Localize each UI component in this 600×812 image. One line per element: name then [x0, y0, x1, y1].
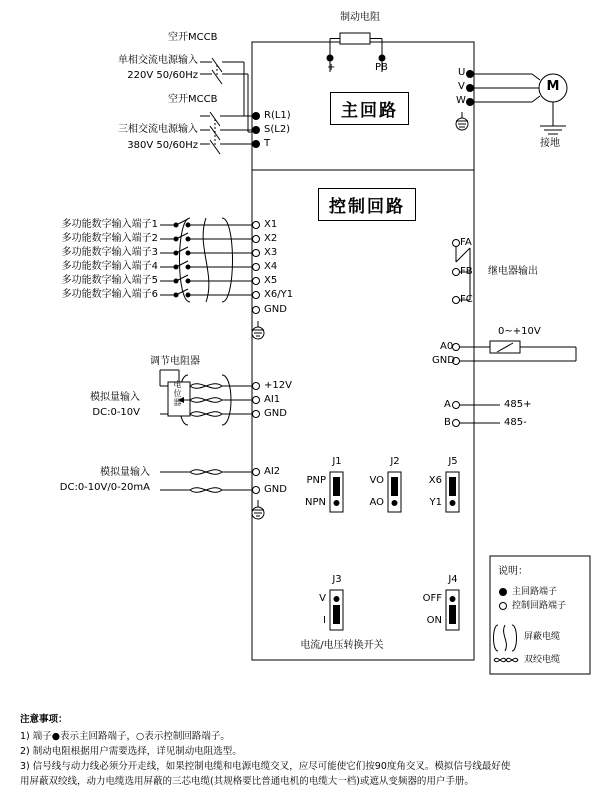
terminal-x3-label: X3	[264, 247, 278, 258]
notes-title: 注意事项：	[20, 714, 68, 725]
terminal-r-label: R(L1)	[264, 110, 291, 121]
ground-label: 接地	[540, 138, 560, 149]
digital-input-label-3: 多功能数字输入端子3	[61, 247, 158, 258]
switch-caption: 电流/电压转换开关	[300, 640, 384, 651]
jumper-j2-bottom-label: AO	[369, 497, 384, 508]
terminal-x2-label: X2	[264, 233, 278, 244]
relay-fb-label: FB	[460, 266, 473, 277]
terminal-ai1-label: AI1	[264, 394, 281, 405]
three-phase-label-line2: 380V 50/60Hz	[127, 140, 198, 151]
legend-title: 说明：	[498, 566, 528, 577]
legend-item-control-terminal: 控制回路端子	[512, 601, 567, 611]
digital-input-label-6: 多功能数字输入端子6	[61, 289, 158, 300]
jumper-j4-label[interactable]: J4	[448, 574, 458, 585]
jumper-j1-bottom-label: NPN	[305, 497, 326, 508]
jumper-j5-bottom-label: Y1	[429, 497, 442, 508]
analog-input1-label-line2: DC:0-10V	[92, 407, 140, 418]
terminal-gnd-ai1-label: GND	[264, 408, 287, 419]
note-3-cont: 用屏蔽双绞线，动力电缆选用屏蔽的三芯电缆(其规格要比普通电机的电缆大一档)或遮从变频器的用户手册。	[20, 776, 474, 787]
mccb1-label: 空开MCCB	[168, 32, 218, 43]
digital-input-label-5: 多功能数字输入端子5	[61, 275, 158, 286]
potentiometer-title: 调节电阻器	[150, 356, 200, 367]
legend-item-shielded-cable: 屏蔽电缆	[524, 632, 561, 642]
terminal-gnd-analogout-label: GND	[432, 355, 455, 366]
terminal-ai2-label: AI2	[264, 466, 281, 477]
jumper-j1-label[interactable]: J1	[332, 456, 342, 467]
terminal-a-label: A	[444, 399, 451, 410]
analog-input1-label-line1: 模拟量输入	[90, 392, 140, 403]
digital-input-label-4: 多功能数字输入端子4	[61, 261, 158, 272]
legend-item-main-terminal: 主回路端子	[512, 587, 558, 597]
jumper-j2-label[interactable]: J2	[390, 456, 400, 467]
terminal-b-label: B	[444, 417, 451, 428]
jumper-j3-label[interactable]: J3	[332, 574, 342, 585]
note-3: 3) 信号线与动力线必须分开走线，如果控制电缆和电源电缆交叉，应尽可能使它们按90度角交叉。模拟信号线最好使	[20, 761, 511, 772]
single-phase-label-line2: 220V 50/60Hz	[127, 70, 198, 81]
jumper-j1-top-label: PNP	[306, 475, 326, 486]
main-circuit-title: 主回路	[330, 92, 409, 125]
mccb2-label: 空开MCCB	[168, 94, 218, 105]
terminal-gnd-digital-label: GND	[264, 304, 287, 315]
relay-output-label: 继电器输出	[488, 266, 538, 277]
jumper-j3-bottom-label: I	[323, 615, 326, 626]
analog-input2-label-line2: DC:0-10V/0-20mA	[59, 482, 150, 493]
control-circuit-title: 控制回路	[318, 188, 416, 221]
terminal-x4-label: X4	[264, 261, 278, 272]
note-1: 1) 端子●表示主回路端子，○表示控制回路端子。	[20, 731, 230, 742]
terminal-s-label: S(L2)	[264, 124, 291, 135]
jumper-j2-top-label: VO	[369, 475, 384, 486]
digital-input-label-1: 多功能数字输入端子1	[61, 219, 158, 230]
rs485-plus-label: 485+	[504, 399, 532, 410]
jumper-j5-top-label: X6	[428, 475, 442, 486]
jumper-j4-top-label: OFF	[422, 593, 442, 604]
terminal-t-label: T	[264, 138, 271, 149]
terminal-v-label: V	[458, 81, 465, 92]
jumper-j3-top-label: V	[319, 593, 326, 604]
digital-input-label-2: 多功能数字输入端子2	[61, 233, 158, 244]
brake-plus-label: +	[327, 62, 336, 73]
terminal-x6y1-label: X6/Y1	[264, 289, 294, 300]
relay-fa-label: FA	[460, 237, 472, 248]
terminal-a0-label: A0	[440, 341, 454, 352]
terminal-u-label: U	[458, 67, 466, 78]
terminal-x5-label: X5	[264, 275, 278, 286]
terminal-w-label: W	[456, 95, 466, 106]
notes-block	[20, 712, 585, 789]
legend-item-twisted-cable: 双绞电缆	[524, 655, 561, 665]
brake-pb-label: PB	[375, 62, 388, 73]
terminal-12v-label: +12V	[264, 380, 292, 391]
single-phase-label-line1: 单相交流电源输入	[118, 55, 198, 66]
jumper-j4-bottom-label: ON	[426, 615, 442, 626]
terminal-x1-label: X1	[264, 219, 278, 230]
analog-input2-label-line1: 模拟量输入	[100, 467, 150, 478]
brake-resistor-label: 制动电阻	[340, 12, 380, 23]
terminal-gnd-ai2-label: GND	[264, 484, 287, 495]
rs485-minus-label: 485-	[504, 417, 527, 428]
analog-output-range-label: 0~+10V	[498, 326, 541, 337]
note-2: 2) 制动电阻根据用户需要选择，详见制动电阻选型。	[20, 746, 242, 757]
three-phase-label-line1: 三相交流电源输入	[118, 124, 198, 135]
potentiometer-vertical-label: 电位器	[173, 380, 182, 407]
motor-symbol-label: M	[546, 79, 560, 94]
jumper-j5-label[interactable]: J5	[448, 456, 458, 467]
relay-fc-label: FC	[460, 294, 473, 305]
